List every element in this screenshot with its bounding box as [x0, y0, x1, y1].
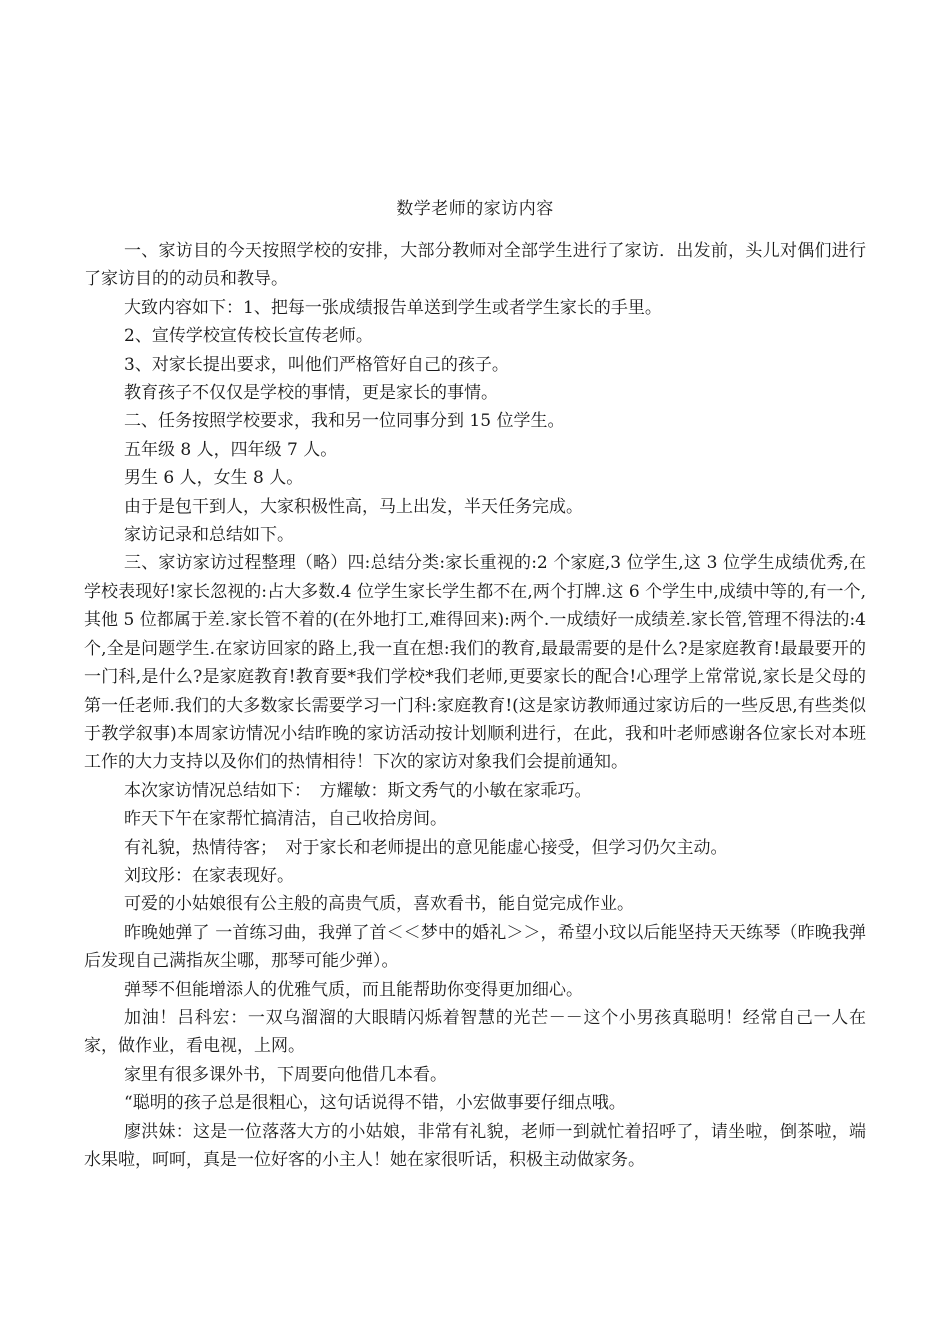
paragraph: 弹琴不但能增添人的优雅气质，而且能帮助你变得更加细心。	[124, 979, 583, 1000]
paragraph: 由于是包干到人，大家积极性高，马上出发，半天任务完成。	[124, 496, 583, 517]
paragraph: 昨晚她弹了 一首练习曲，我弹了首＜＜梦中的婚礼＞＞，希望小玟以后能坚持天天练琴（昨晚我弹后发现自己满指灰尘哪，那琴可能少弹）。	[84, 922, 866, 972]
paragraph: 五年级 8 人，四年级 7 人。	[124, 439, 338, 460]
paragraph: “聪明的孩子总是很粗心，这句话说得不错，小宏做事要仔细点哦。	[124, 1093, 626, 1114]
document-title: 数学老师的家访内容	[396, 199, 554, 219]
paragraph: 刘玟彤：在家表现好。	[124, 865, 294, 886]
paragraph: 三、家访家访过程整理（略）四:总结分类:家长重视的:2 个家庭,3 位学生,这 3 位学生成绩优秀,在学校表现好!家长忽视的:占大多数.4 位学生家长学生都不在,两个打牌.这 6 个学生中,成绩中等的,有一个,其他 5 位都属于差.家长管不着的(在外地打工,难得回来):两个.一成绩好一成绩差.家长管,管理不得法的:4 个,全是问题学生.在家访回家的路上,我一直在想:我们的教育,最最需要的是什么?是家庭教育!最最要开的一门科,是什么?是家庭教育!教育要*我们学校*我们老师,更要家长的配合!心理学上常常说,家长是父母的第一任老师.我们的大多数家长需要学习一门科:家庭教育!(这是家访教师通过家访后的一些反思,有些类似于教学叙事)本周家访情况小结昨晚的家访活动按计划顺利进行，在此，我和叶老师感谢各位家长对本班工作的大力支持以及你们的热情相待！下次的家访对象我们会提前通知。	[84, 553, 866, 773]
paragraph: 教育孩子不仅仅是学校的事情，更是家长的事情。	[124, 383, 498, 404]
paragraph: 3、对家长提出要求，叫他们严格管好自己的孩子。	[124, 354, 509, 375]
paragraph: 男生 6 人，女生 8 人。	[124, 468, 304, 489]
paragraph: 本次家访情况总结如下： 方耀敏：斯文秀气的小敏在家乖巧。	[124, 780, 592, 801]
paragraph: 家访记录和总结如下。	[124, 525, 294, 546]
paragraph: 廖洪妹：这是一位落落大方的小姑娘，非常有礼貌，老师一到就忙着招呼了，请坐啦，倒茶啦，端水果啦，呵呵，真是一位好客的小主人！她在家很听话，积极主动做家务。	[84, 1121, 866, 1170]
paragraph: 有礼貌，热情待客； 对于家长和老师提出的意见能虚心接受，但学习仍欠主动。	[124, 837, 728, 858]
paragraph: 二、任务按照学校要求，我和另一位同事分到 15 位学生。	[124, 411, 565, 432]
paragraph: 可爱的小姑娘很有公主般的高贵气质，喜欢看书，能自觉完成作业。	[124, 894, 634, 915]
paragraph: 一、家访目的今天按照学校的安排，大部分教师对全部学生进行了家访．出发前，头儿对偶们进行了家访目的的动员和教导。	[84, 241, 866, 290]
paragraph: 家里有很多课外书，下周要向他借几本看。	[124, 1064, 447, 1085]
paragraph: 大致内容如下：1、把每一张成绩报告单送到学生或者学生家长的手里。	[124, 297, 662, 318]
paragraph: 2、宣传学校宣传校长宣传老师。	[124, 326, 373, 347]
paragraph: 昨天下午在家帮忙搞清洁，自己收拾房间。	[124, 809, 447, 830]
paragraph: 加油！吕科宏：一双乌溜溜的大眼睛闪烁着智慧的光芒－－这个小男孩真聪明！经常自己一人在家，做作业，看电视，上网。	[84, 1007, 866, 1057]
document-body	[84, 237, 866, 1174]
